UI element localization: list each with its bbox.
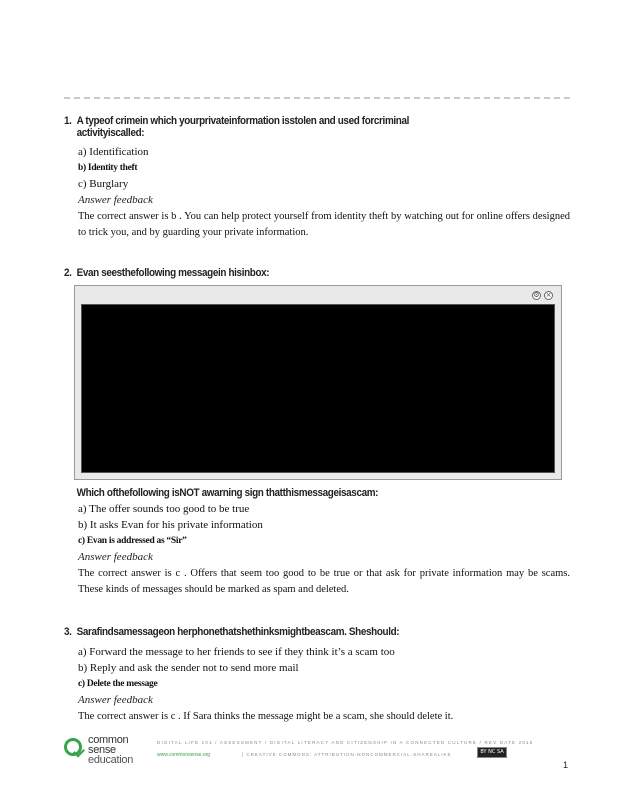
option-c: c) Burglary <box>78 178 129 190</box>
answer-feedback-label: Answer feedback <box>78 194 153 206</box>
logo-text: common sense education <box>88 734 134 766</box>
option-c: c) Delete the message <box>78 679 158 689</box>
top-divider <box>64 97 570 99</box>
question-3-title <box>64 626 519 638</box>
option-b: b) Identity theft <box>78 163 138 173</box>
footer-url-link[interactable]: www.commonsense.org <box>157 752 211 758</box>
question-number: 2. <box>64 267 72 279</box>
option-a: a) Forward the message to her friends to see if they think it’s a scam too <box>78 646 395 658</box>
answer-feedback-text: The correct answer is c . Offers that seem too good to be true or that ask for private information may be scams. These kinds of messages should be marked as spam and deleted. <box>78 568 570 595</box>
option-b: b) It asks Evan for his private information <box>78 519 263 531</box>
question-1-title <box>64 115 519 127</box>
option-a: a) Identification <box>78 146 149 158</box>
answer-feedback-text: The correct answer is b . You can help protect yourself from identity theft by watching out for online offers designed to trick you, and by guarding your private information. <box>78 211 570 238</box>
question-text: A typeof crimein which yourprivateinformation isstolen and used forcriminal <box>76 115 410 127</box>
question-2-body <box>64 487 570 598</box>
page-footer <box>62 735 572 775</box>
footer-license-text: | CREATIVE COMMONS: ATTRIBUTION-NONCOMMERCIAL-SHAREALIKE <box>242 752 452 757</box>
message-screenshot <box>81 304 555 473</box>
message-screenshot-frame <box>74 285 562 480</box>
footer-course-info: DIGITAL LIFE 101 / ASSESSMENT / DIGITAL LITERACY AND CITIZENSHIP IN A CONNECTED CULTURE / REV DATE 2015 <box>157 740 534 745</box>
question-3 <box>64 626 570 725</box>
settings-icon: ⚙ <box>533 291 540 299</box>
question-number: 1. <box>64 115 72 127</box>
question-2 <box>64 267 570 279</box>
close-icon: × <box>545 291 552 299</box>
common-sense-logo-icon <box>64 738 82 756</box>
option-b: b) Reply and ask the sender not to send more mail <box>78 662 299 674</box>
question-number: 3. <box>64 626 72 638</box>
question-text: Sarafindsamessageon herphonethatshethinksmightbeascam. Sheshould: <box>76 626 400 638</box>
creative-commons-badge-icon: BY NC SA <box>477 747 507 758</box>
option-c: c) Evan is addressed as “Sir” <box>78 536 187 546</box>
option-a: a) The offer sounds too good to be true <box>78 503 250 515</box>
question-text: Evan seesthefollowing messagein hisinbox: <box>76 267 270 279</box>
question-2-title <box>64 267 519 279</box>
question-1 <box>64 115 570 241</box>
question-1-title-cont: activityiscalled: <box>76 127 145 139</box>
answer-feedback-label: Answer feedback <box>78 694 153 706</box>
answer-feedback-label: Answer feedback <box>78 551 153 563</box>
answer-feedback-text: The correct answer is c . If Sara thinks the message might be a scam, she should delete it. <box>78 711 454 722</box>
question-2-prompt: Which ofthefollowing isNOT awarning sign thatthismessageisascam: <box>76 487 379 499</box>
page-number: 1 <box>562 760 568 770</box>
